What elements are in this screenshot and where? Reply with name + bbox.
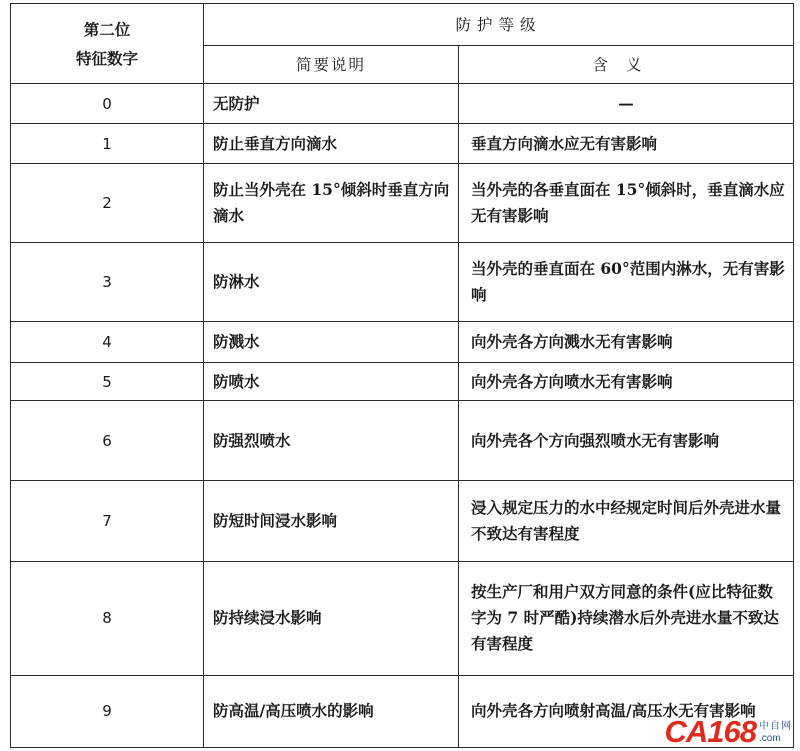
- brief-cell: 防强烈喷水: [204, 401, 459, 480]
- logo-domain-text: .com: [759, 733, 781, 744]
- digit-column-header: [11, 4, 204, 84]
- brief-cell: 防高温/高压喷水的影响: [204, 675, 459, 747]
- table-row: [11, 164, 794, 243]
- meaning-cell: 浸入规定压力的水中经规定时间后外壳进水量不致达有害程度: [459, 480, 794, 561]
- brief-cell: 防淋水: [204, 243, 459, 322]
- meaning-cell: 当外壳的各垂直面在 15°倾斜时，垂直滴水应无有害影响: [459, 164, 794, 243]
- ip-rating-table-container: [10, 3, 794, 748]
- brief-cell: 防溅水: [204, 322, 459, 363]
- digit-cell: 1: [11, 124, 204, 164]
- logo-number-text: 168: [707, 714, 756, 749]
- protection-level-header: 防护等级: [204, 4, 794, 46]
- table-row: [11, 561, 794, 675]
- meaning-cell: —: [459, 84, 794, 124]
- digit-cell: 0: [11, 84, 204, 124]
- digit-cell: 2: [11, 164, 204, 243]
- logo-chinese-text: 中自网: [759, 721, 792, 732]
- brief-cell: 防止垂直方向滴水: [204, 124, 459, 164]
- digit-cell: 8: [11, 561, 204, 675]
- brief-cell: 防持续浸水影响: [204, 561, 459, 675]
- meaning-cell: 按生产厂和用户双方同意的条件(应比特征数字为 7 时严酷)持续潜水后外壳进水量不致达有害程度: [459, 561, 794, 675]
- digit-cell: 9: [11, 675, 204, 747]
- meaning-cell: 向外壳各方向喷水无有害影响: [459, 363, 794, 401]
- table-row: [11, 363, 794, 401]
- header-row-1: [11, 4, 794, 46]
- digit-cell: 6: [11, 401, 204, 480]
- meaning-cell: 向外壳各方向喷射高温/高压水无有害影响: [459, 675, 794, 747]
- brief-column-header: 简要说明: [204, 46, 459, 84]
- meaning-column-header: 含义: [459, 46, 794, 84]
- digit-cell: 4: [11, 322, 204, 363]
- meaning-cell: 向外壳各方向溅水无有害影响: [459, 322, 794, 363]
- brief-cell: 无防护: [204, 84, 459, 124]
- digit-cell: 3: [11, 243, 204, 322]
- table-row: [11, 322, 794, 363]
- meaning-cell: 当外壳的垂直面在 60°范围内淋水，无有害影响: [459, 243, 794, 322]
- digit-header-line1: 第二位: [83, 19, 131, 39]
- table-row: [11, 401, 794, 480]
- brief-cell: 防止当外壳在 15°倾斜时垂直方向滴水: [204, 164, 459, 243]
- table-row: [11, 480, 794, 561]
- table-row: [11, 243, 794, 322]
- brief-cell: 防短时间浸水影响: [204, 480, 459, 561]
- digit-cell: 7: [11, 480, 204, 561]
- digit-header-line2: 特征数字: [75, 48, 138, 68]
- meaning-cell: 向外壳各个方向强烈喷水无有害影响: [459, 401, 794, 480]
- ca168-watermark-logo: [664, 714, 792, 749]
- table-row: [11, 84, 794, 124]
- table-row: [11, 124, 794, 164]
- logo-ca-text: CA: [664, 714, 708, 749]
- digit-cell: 5: [11, 363, 204, 401]
- ip-rating-table: [10, 3, 794, 748]
- meaning-cell: 垂直方向滴水应无有害影响: [459, 124, 794, 164]
- ca168-logo-mark: [664, 714, 756, 749]
- brief-cell: 防喷水: [204, 363, 459, 401]
- logo-side-text: [759, 721, 792, 745]
